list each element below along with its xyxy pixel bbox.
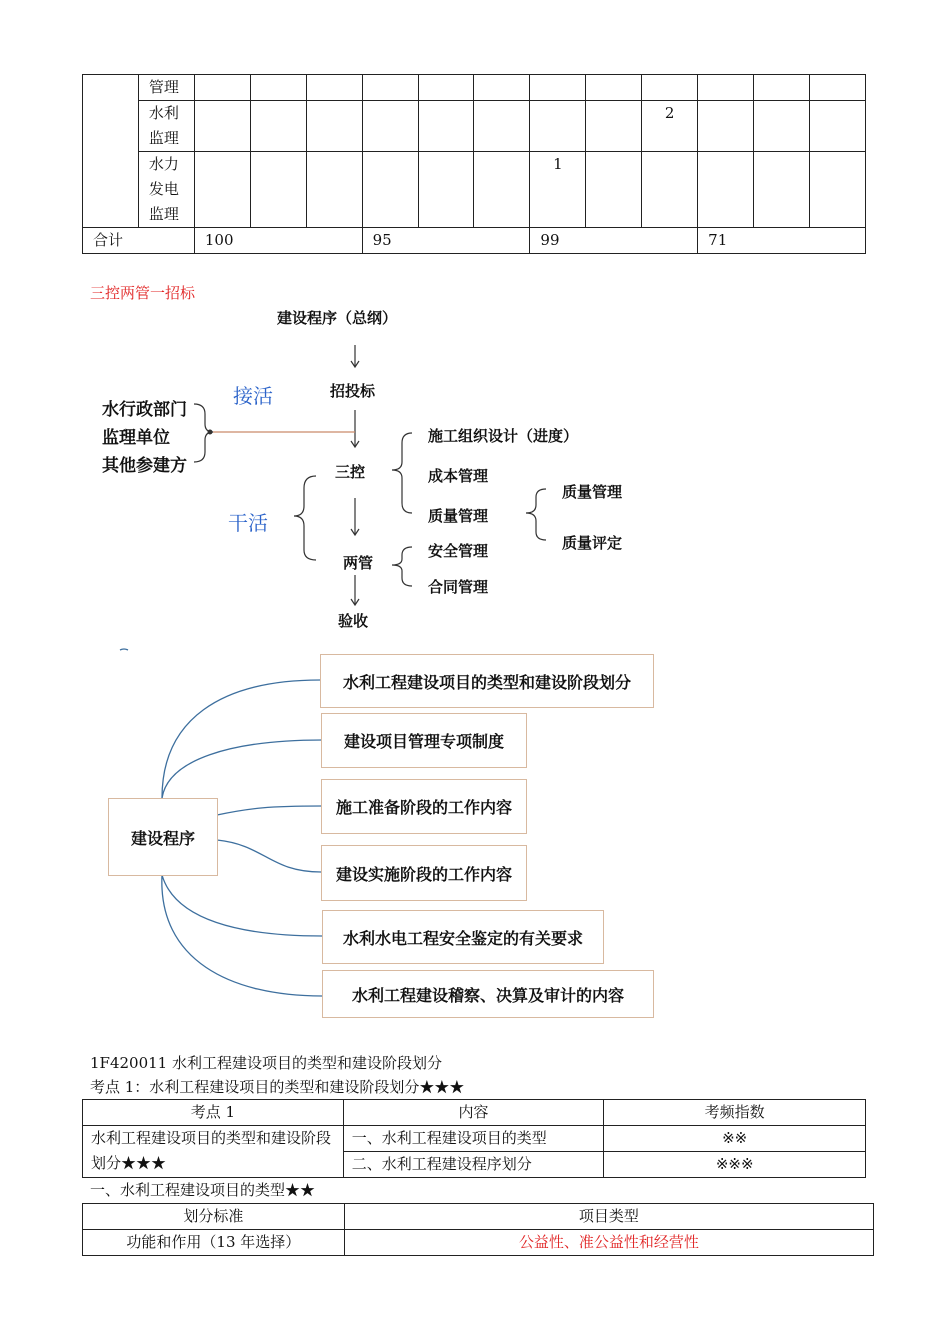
flow-jiehuo: 接活: [233, 384, 273, 408]
mindmap-branch: 建设项目管理专项制度: [321, 713, 527, 768]
flow-zhaotoubiao: 招投标: [330, 382, 376, 400]
heading-point: 考点 1：水利工程建设项目的类型和建设阶段划分★★★: [90, 1078, 465, 1096]
exam-frequency: ※※: [604, 1126, 866, 1152]
flow-quality-item: 质量评定: [562, 534, 623, 552]
table-header: 项目类型: [344, 1204, 873, 1230]
flow-liangguan-item: 安全管理: [428, 542, 489, 560]
table-header: 划分标准: [83, 1204, 345, 1230]
table-cell: 2: [642, 101, 698, 152]
mindmap-branch: 施工准备阶段的工作内容: [321, 779, 527, 834]
flow-liangguan: 两管: [343, 554, 374, 572]
type-value: 公益性、准公益性和经营性: [344, 1230, 873, 1256]
table-header: 考点 1: [83, 1100, 344, 1126]
flow-sankong-item: 施工组织设计（进度）: [428, 427, 579, 445]
flow-party: 水行政部门: [102, 400, 187, 420]
flow-liangguan-item: 合同管理: [428, 578, 489, 596]
mindmap-branch: 水利工程建设稽察、决算及审计的内容: [322, 970, 654, 1018]
table-header: 考频指数: [604, 1100, 866, 1126]
flow-ganhuo: 干活: [228, 511, 268, 535]
flow-sankong-item: 成本管理: [428, 467, 489, 485]
exam-topic: 水利工程建设项目的类型和建设阶段划分★★★: [83, 1126, 344, 1178]
total-value: 100: [194, 228, 362, 254]
exam-table: [82, 1099, 866, 1178]
flow-quality-item: 质量管理: [562, 483, 623, 501]
total-label: 合计: [83, 228, 195, 254]
flow-sankong: 三控: [335, 463, 366, 481]
type-table: [82, 1203, 874, 1256]
flow-sankong-item: 质量管理: [428, 507, 489, 525]
flow-connectors: [0, 0, 950, 660]
exam-content: 二、水利工程建设程序划分: [343, 1152, 604, 1178]
heading-subsection: 一、水利工程建设项目的类型★★: [90, 1181, 316, 1199]
flow-yanshou: 验收: [338, 612, 369, 630]
row-label: 管理: [138, 75, 194, 101]
mindmap-root: 建设程序: [108, 798, 218, 876]
mindmap-branch: 建设实施阶段的工作内容: [321, 845, 527, 901]
type-standard: 功能和作用（13 年选择）: [83, 1230, 345, 1256]
exam-content: 一、水利工程建设项目的类型: [343, 1126, 604, 1152]
exam-frequency: ※※※: [604, 1152, 866, 1178]
total-value: 95: [362, 228, 530, 254]
flow-party: 监理单位: [102, 428, 170, 448]
mindmap-branch: 水利工程建设项目的类型和建设阶段划分: [320, 654, 654, 708]
row-label: 水利监理: [138, 101, 194, 152]
row-label: 水力发电监理: [138, 152, 194, 228]
table-header: 内容: [343, 1100, 604, 1126]
flow-party: 其他参建方: [102, 456, 187, 476]
heading-section: 1F420011 水利工程建设项目的类型和建设阶段划分: [90, 1054, 442, 1072]
table-cell: 1: [530, 152, 586, 228]
section-title: 三控两管一招标: [90, 284, 196, 302]
flow-top-title: 建设程序（总纲）: [277, 309, 398, 327]
total-value: 71: [698, 228, 866, 254]
total-value: 99: [530, 228, 698, 254]
mindmap-branch: 水利水电工程安全鉴定的有关要求: [322, 910, 604, 964]
